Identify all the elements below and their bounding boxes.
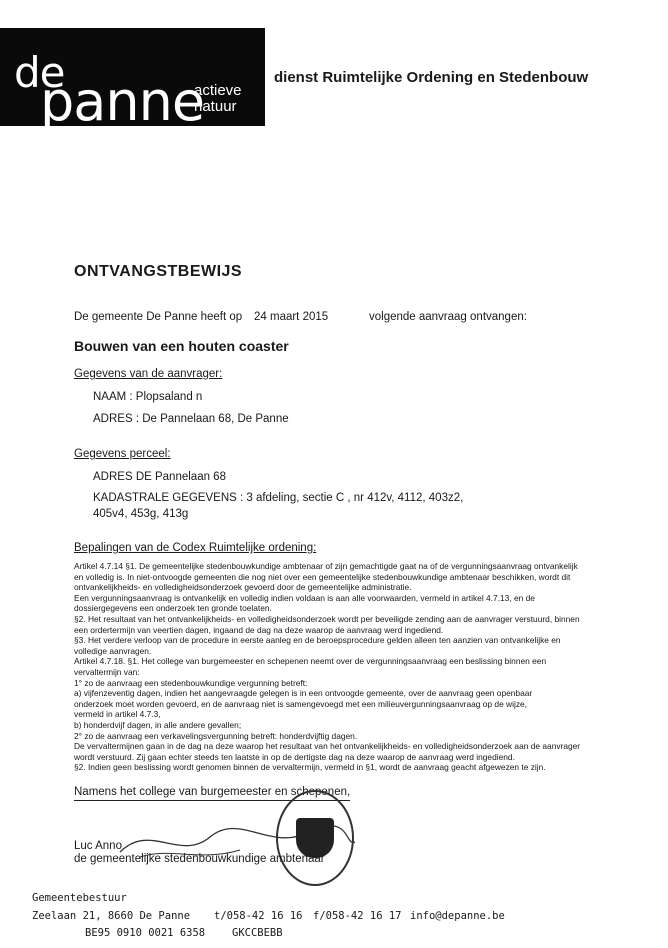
codex-line: b) honderdvijf dagen, in alle andere gevallen;: [74, 720, 242, 730]
signatory-name: Luc Anno: [74, 840, 122, 852]
codex-line: dossiergegevens een onderzoek ten gronde toelaten.: [74, 603, 272, 614]
parcel-heading: Gegevens perceel:: [74, 448, 171, 460]
applicant-heading: Gegevens van de aanvrager:: [74, 368, 223, 380]
codex-line: De vervaltermijnen gaan in de dag na deze waarop het resultaat van het ontvankelijkheids- en volledigheidsonderzoek aan de aanvrager: [74, 741, 581, 752]
codex-line: §2. Indien geen beslissing wordt genomen binnen de vervaltermijn, vermeld in §1, wordt de aanvraag geacht afgewezen te zijn.: [74, 762, 546, 773]
department-name: dienst Ruimtelijke Ordening en Stedenbouw: [274, 69, 589, 86]
intro-suffix: volgende aanvraag ontvangen:: [369, 311, 527, 323]
logo-tagline-2: natuur: [194, 98, 237, 115]
application-subject: Bouwen van een houten coaster: [74, 338, 289, 354]
cadastral-data-1: KADASTRALE GEGEVENS : 3 afdeling, sectie C , nr 412v, 4112, 403z2,: [93, 492, 464, 504]
footer-phone: t/058-42 16 16: [214, 910, 303, 922]
codex-line: Artikel 4.7.18. §1. Het college van burgemeester en schepenen neemt over de vergunningsaanvraag een beslissing binnen een: [74, 656, 547, 667]
on-behalf-line: Namens het college van burgemeester en schepenen,: [74, 786, 351, 798]
codex-line: 2° zo de aanvraag een verkavelingsvergunning betreft: honderdvijftig dagen.: [74, 730, 358, 741]
codex-line: vermeld in artikel 4.7.3,: [74, 709, 161, 720]
codex-line: ontvankelijkheids- en volledigheidsonderzoek gevoerd door de gemeentelijke administratie.: [74, 582, 412, 593]
signatory-role: de gemeentelijke stedenbouwkundige ambtenaar: [74, 853, 325, 865]
footer-email: info@depanne.be: [410, 910, 505, 922]
footer-address: Zeelaan 21, 8660 De Panne: [32, 910, 191, 922]
coat-of-arms-icon: [296, 818, 334, 858]
codex-line: Artikel 4.7.14 §1. De gemeentelijke stedenbouwkundige ambtenaar of zijn gemachtigde gaat na of de vergunningsaanvraag ontvankelijk: [74, 561, 578, 571]
codex-line: a) vijfenzeventig dagen, indien het aangevraagde gelegen is in een ontvoogde gemeente, over de aanvraag geen openbaar: [74, 688, 533, 699]
codex-line: onderzoek moet worden gevoerd, en de aanvraag niet is samengevoegd met een milieuvergunningsaanvraag op de wijze,: [74, 698, 528, 709]
municipality-logo: [0, 28, 265, 133]
codex-heading: Bepalingen van de Codex Ruimtelijke ordening:: [74, 542, 317, 554]
codex-line: en volledig is. In niet-ontvoogde gemeenten die nog niet over een gemeentelijke stedenbouwkundige ambtenaar beschikken, wordt dit: [74, 571, 571, 582]
cadastral-data-2: 405v4, 453g, 413g: [93, 508, 189, 520]
logo-tagline-1: actieve: [194, 82, 242, 99]
codex-line: wordt verstuurd. Zij gaan echter steeds ten laatste in op de dertigste dag na deze waarop de aanvraag werd ingediend.: [74, 751, 515, 762]
applicant-address: ADRES : De Pannelaan 68, De Panne: [93, 413, 289, 425]
footer-org: Gemeentebestuur: [32, 892, 127, 904]
parcel-address: ADRES DE Pannelaan 68: [93, 471, 226, 483]
footer-bank: BE95 0910 0021 6358: [85, 927, 206, 939]
codex-line: een ordertermijn van veertien dagen, ingaand de dag na deze waarop de aanvraag werd ingediend.: [74, 624, 444, 635]
footer-fax: f/058-42 16 17: [313, 910, 402, 922]
codex-line: §2. Het resultaat van het ontvankelijkheids- en volledigheidsonderzoek wordt per beveiligde zending aan de aanvrager verstuurd, binnen: [74, 614, 580, 624]
intro-prefix: De gemeente De Panne heeft op: [74, 311, 243, 323]
codex-line: Een vergunningsaanvraag is ontvankelijk en volledig indien voldaan is aan alle voorwaarden, vermeld in artikel 4.7.13, en de: [74, 592, 535, 603]
footer-bic: GKCCBEBB: [232, 927, 283, 939]
municipal-stamp: [276, 790, 354, 886]
codex-line: vervaltermijn van:: [74, 667, 140, 677]
codex-line: §3. Het verdere verloop van de procedure in eerste aanleg en de beroepsprocedure gelden alleen ten aanzien van ontvankelijke en: [74, 635, 561, 646]
document-title: ONTVANGSTBEWIJS: [74, 263, 243, 280]
logo-panne: panne: [40, 70, 205, 133]
logo-de: de: [14, 48, 65, 97]
received-date: 24 maart 2015: [254, 311, 329, 323]
codex-line: 1° zo de aanvraag een stedenbouwkundige vergunning betreft:: [74, 677, 308, 688]
applicant-name: NAAM : Plopsaland n: [93, 391, 203, 403]
codex-line: volledige aanvragen.: [74, 645, 152, 656]
